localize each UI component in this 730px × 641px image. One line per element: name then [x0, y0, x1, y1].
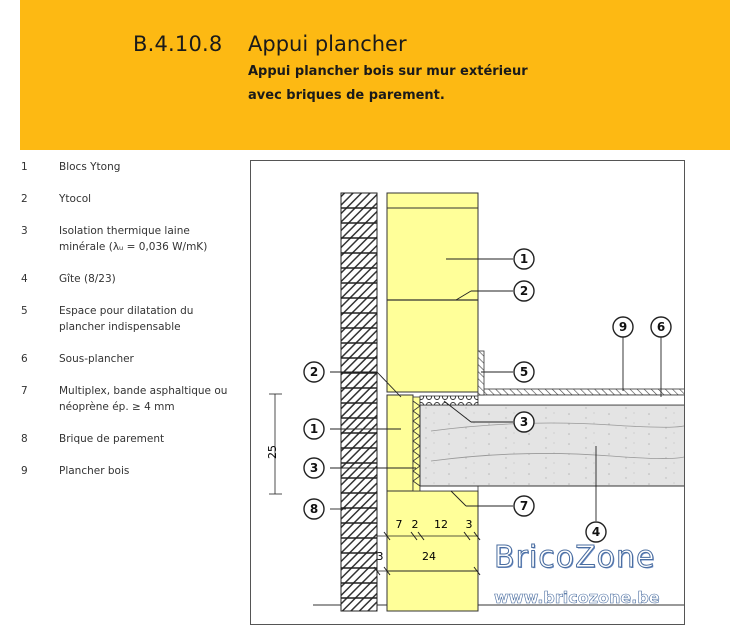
dim-24: 24 — [422, 550, 436, 563]
callout-5-dilatation: 5 — [519, 365, 529, 379]
legend-number: 5 — [21, 305, 28, 317]
callout-1-block: 1 — [519, 252, 529, 266]
legend-item-multiplex-2: néoprène ép. ≥ 4 mm — [59, 401, 175, 413]
legend-item-plancher-bois: Plancher bois — [59, 465, 130, 477]
legend-number: 2 — [21, 193, 28, 205]
callout-3-isolation-left: 3 — [309, 461, 319, 475]
legend-item-espace-dilatation: Espace pour dilatation du — [59, 305, 194, 317]
dim-3-bottom: 3 — [376, 550, 384, 563]
subtitle-line-1: Appui plancher bois sur mur extérieur — [248, 64, 528, 79]
callout-9-plancher: 9 — [618, 320, 628, 334]
callout-6-sous-plancher: 6 — [656, 320, 666, 334]
dim-2: 2 — [411, 518, 419, 531]
dim-12: 12 — [434, 518, 448, 531]
callout-1-block-left: 1 — [309, 422, 319, 436]
legend-item-ytocol: Ytocol — [59, 193, 92, 205]
callout-7-multiplex: 7 — [519, 499, 529, 513]
multiplex-strip — [420, 486, 478, 491]
bricozone-url: www.bricozone.be — [494, 588, 660, 607]
page-title: Appui plancher — [248, 32, 407, 56]
expansion-gap — [478, 351, 484, 395]
dim-3: 3 — [465, 518, 473, 531]
legend-item-gite: Gîte (8/23) — [59, 273, 116, 285]
dim-7: 7 — [395, 518, 403, 531]
callout-3-isolation: 3 — [519, 415, 529, 429]
legend-item-sous-plancher: Sous-plancher — [59, 353, 134, 365]
legend-item-multiplex: Multiplex, bande asphaltique ou — [59, 385, 228, 397]
legend-number: 6 — [21, 353, 28, 365]
legend-item-isolation: Isolation thermique laine — [59, 225, 190, 237]
legend-item-espace-dilatation-2: plancher indispensable — [59, 321, 181, 333]
brick-facing-wall — [341, 193, 377, 611]
legend-number: 3 — [21, 225, 28, 237]
section-code: B.4.10.8 — [133, 32, 223, 56]
legend-item-brique-parement: Brique de parement — [59, 433, 165, 445]
floor-joist — [420, 405, 685, 486]
callout-2-ytocol-left: 2 — [309, 365, 319, 379]
callout-4-gite: 4 — [591, 525, 601, 539]
legend-item-isolation-2: minérale (λᵤ = 0,036 W/mK) — [59, 241, 208, 253]
legend-number: 9 — [21, 465, 28, 477]
legend-number: 8 — [21, 433, 28, 445]
callout-2-ytocol: 2 — [519, 284, 529, 298]
legend-number: 1 — [21, 161, 28, 173]
legend-item-blocs-ytong: Blocs Ytong — [59, 161, 121, 173]
wood-floor — [478, 395, 685, 405]
bricozone-watermark: BricoZone — [494, 540, 656, 575]
legend-number: 4 — [21, 273, 28, 285]
insulation-edge — [420, 396, 478, 405]
sub-floor — [478, 389, 685, 395]
dim-height: 25 — [266, 445, 279, 459]
callout-8-brique: 8 — [309, 502, 319, 516]
subtitle-line-2: avec briques de parement. — [248, 88, 445, 103]
legend-number: 7 — [21, 385, 28, 397]
